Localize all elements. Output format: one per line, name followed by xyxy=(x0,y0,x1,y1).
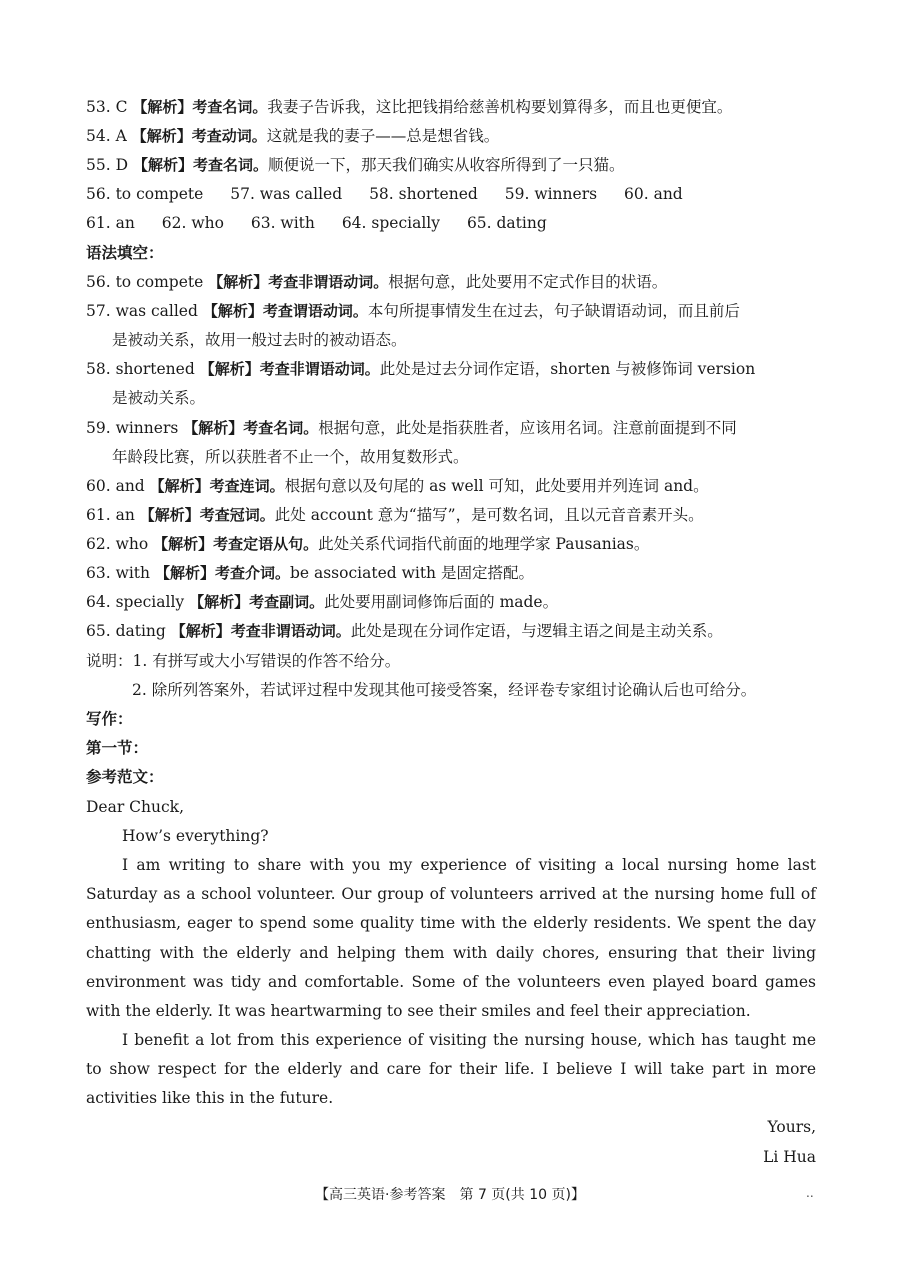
answer-item: 53. C 【解析】考查名词。我妻子告诉我，这比把钱捐给慈善机构要划算得多，而且也更便宜。 xyxy=(86,98,733,116)
answer-key-row: 61. an 62. who 63. with 64. specially 65. dating xyxy=(86,214,547,232)
grammar-item: 57. was called 【解析】考查谓语动词。本句所提事情发生在过去，句子缺谓语动词，而且前后 xyxy=(86,302,740,320)
grammar-item: 61. an 【解析】考查冠词。此处 account 意为“描写”，是可数名词，且以元音音素开头。 xyxy=(86,506,704,524)
note-line: 说明：1. 有拼写或大小写错误的作答不给分。 xyxy=(86,652,401,670)
letter-paragraph: I benefit a lot from this experience of visiting the nursing house, which has taught me to show respect for the elderly and care for their life. I believe I will take part in more activities like this in the future. xyxy=(86,1031,816,1108)
letter-salutation: Dear Chuck, xyxy=(86,798,185,816)
grammar-item: 56. to compete 【解析】考查非谓语动词。根据句意，此处要用不定式作目的状语。 xyxy=(86,273,668,291)
letter-closing: Yours, xyxy=(767,1118,816,1136)
grammar-item: 62. who 【解析】考查定语从句。此处关系代词指代前面的地理学家 Pausanias。 xyxy=(86,535,650,553)
writing-heading: 写作： xyxy=(86,710,133,728)
sample-heading: 参考范文： xyxy=(86,768,164,786)
footer-mark: .. xyxy=(806,1186,814,1200)
answer-key-row: 56. to compete 57. was called 58. shortened 59. winners 60. and xyxy=(86,185,683,203)
grammar-heading: 语法填空： xyxy=(86,244,164,262)
answer-item: 55. D 【解析】考查名词。顺便说一下，那天我们确实从收容所得到了一只猫。 xyxy=(86,156,625,174)
page-footer: 【高三英语·参考答案 第 7 页(共 10 页)】 xyxy=(315,1187,585,1203)
letter-paragraph: I am writing to share with you my experience of visiting a local nursing home last Saturday as a school volunteer. Our group of volunteers arrived at the nursing home full of enthusiasm, eager to spend some quality time with the elderly residents. We spent the day chatting with the elderly and helping them with daily chores, ensuring that their living environment was tidy and comfortable. Some of the volunteers even played board games with the elderly. It was heartwarming to see their smiles and feel their appreciation. xyxy=(86,856,816,1021)
grammar-item: 59. winners 【解析】考查名词。根据句意，此处是指获胜者，应该用名词。注意前面提到不同 xyxy=(86,419,737,437)
grammar-item-continuation: 是被动关系。 xyxy=(112,389,206,407)
grammar-item: 58. shortened 【解析】考查非谓语动词。此处是过去分词作定语，shorten 与被修饰词 version xyxy=(86,360,756,378)
grammar-item: 65. dating 【解析】考查非谓语动词。此处是现在分词作定语，与逻辑主语之间是主动关系。 xyxy=(86,622,723,640)
grammar-item: 63. with 【解析】考查介词。be associated with 是固定搭配。 xyxy=(86,564,534,582)
grammar-item-continuation: 是被动关系，故用一般过去时的被动语态。 xyxy=(112,331,407,349)
section-heading: 第一节： xyxy=(86,739,149,757)
answer-item: 54. A 【解析】考查动词。这就是我的妻子——总是想省钱。 xyxy=(86,127,500,145)
grammar-item: 64. specially 【解析】考查副词。此处要用副词修饰后面的 made。 xyxy=(86,593,559,611)
letter-signature: Li Hua xyxy=(763,1148,816,1166)
letter-greeting: How’s everything? xyxy=(122,827,269,845)
grammar-item-continuation: 年龄段比赛，所以获胜者不止一个，故用复数形式。 xyxy=(112,448,469,466)
grammar-item: 60. and 【解析】考查连词。根据句意以及句尾的 as well 可知，此处要用并列连词 and。 xyxy=(86,477,709,495)
note-line: 2. 除所列答案外，若试评过程中发现其他可接受答案，经评卷专家组讨论确认后也可给分。 xyxy=(132,681,757,699)
